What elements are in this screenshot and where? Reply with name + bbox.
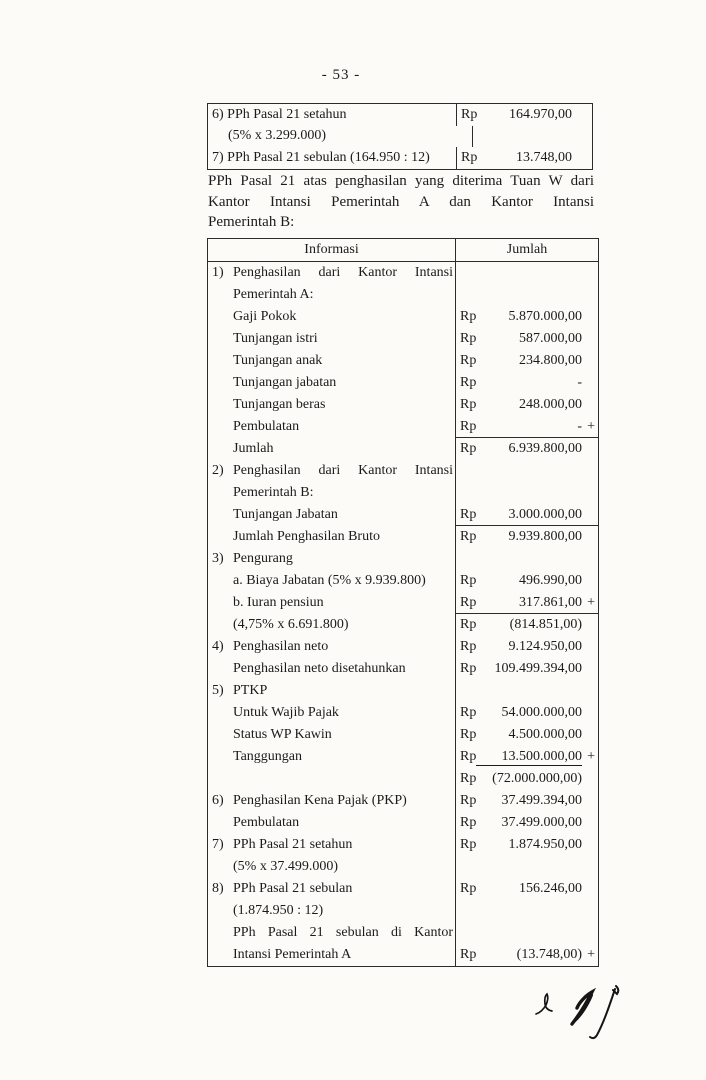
table-row: [208, 262, 598, 284]
table-row: [208, 460, 598, 482]
table-row: [208, 900, 598, 922]
row-amount-cell: [456, 614, 598, 636]
row-label: Tunjangan Jabatan: [233, 507, 338, 522]
row-amount-cell: [456, 526, 598, 548]
row-amount-cell: [456, 460, 598, 482]
row-suffix: +: [587, 594, 595, 610]
row-amount-cell: [456, 372, 598, 394]
signature-initials-icon: [528, 976, 658, 1056]
currency-label: Rp: [460, 506, 477, 522]
row-number: 6): [212, 793, 224, 808]
row-label: Pengurang: [233, 551, 293, 566]
row-amount-cell: [456, 504, 598, 526]
row-label: (5% x 37.499.000): [233, 859, 338, 874]
row-number: 7): [212, 837, 224, 852]
currency-label: Rp: [460, 661, 477, 676]
row-number: 1): [212, 265, 224, 280]
row-info-cell: [208, 526, 456, 548]
column-header-jumlah: Jumlah: [506, 242, 548, 257]
row-label: PTKP: [233, 683, 268, 698]
row-info-cell: [208, 900, 456, 922]
row-amount-cell: [456, 592, 598, 614]
row-value: (72.000.000,00): [492, 771, 582, 786]
row-amount-cell: [456, 416, 598, 438]
row-amount-cell: [456, 790, 598, 812]
currency-label: Rp: [460, 375, 477, 390]
row-value: 6.939.800,00: [508, 441, 582, 456]
row-value: 37.499.394,00: [501, 793, 582, 808]
row-info-cell: [208, 746, 456, 768]
row-label: Tanggungan: [233, 749, 303, 764]
row-info-cell: [208, 680, 456, 702]
table-row: [208, 350, 598, 372]
currency-label: Rp: [460, 793, 477, 808]
row-label: Tunjangan jabatan: [233, 375, 337, 390]
row-number: 8): [212, 881, 224, 896]
currency-label: Rp: [460, 815, 477, 830]
row-label: a. Biaya Jabatan (5% x 9.939.800): [233, 573, 426, 588]
page-number: - 53 -: [321, 67, 361, 83]
row-amount-cell: [456, 922, 598, 944]
row-label: (1.874.950 : 12): [233, 903, 324, 918]
row-label: Penghasilan neto: [233, 639, 329, 654]
table-row: [208, 724, 598, 746]
row-value: 156.246,00: [519, 881, 582, 896]
row-value: 248.000,00: [519, 397, 582, 412]
row-amount-cell: [456, 746, 598, 768]
row-value: 9.939.800,00: [508, 529, 582, 544]
table-row: [208, 394, 598, 416]
currency-label: Rp: [460, 639, 477, 654]
row-info-cell: [208, 702, 456, 724]
row-info-cell: [208, 922, 456, 944]
row-value: 164.970,00: [509, 106, 572, 122]
table-row: [208, 658, 598, 680]
row-label: 7) PPh Pasal 21 sebulan (164.950 : 12): [208, 147, 457, 169]
table-row: [208, 548, 598, 570]
currency-label: Rp: [460, 331, 477, 346]
row-amount-cell: [456, 834, 598, 856]
currency-label: Rp: [460, 441, 477, 456]
row-info-cell: [208, 284, 456, 306]
table-row: [208, 372, 598, 394]
row-amount-cell: [456, 328, 598, 350]
row-label: Pembulatan: [233, 419, 300, 434]
paragraph-line: Kantor Intansi Pemerintah A dan Kantor Intansi: [208, 193, 594, 210]
row-amount-cell: [456, 394, 598, 416]
row-info-cell: [208, 394, 456, 416]
table-row: [208, 306, 598, 328]
row-info-cell: [208, 416, 456, 438]
row-number: 5): [212, 683, 224, 698]
table-row: [208, 438, 598, 460]
row-label: b. Iuran pensiun: [233, 595, 324, 610]
row-number: 2): [212, 463, 224, 478]
currency-label: Rp: [460, 353, 477, 368]
table-row: [208, 680, 598, 702]
row-amount-cell: [456, 636, 598, 658]
table-row: [208, 790, 598, 812]
row-label: Penghasilan Kena Pajak (PKP): [233, 793, 407, 808]
row-number: 3): [212, 551, 224, 566]
row-label: Penghasilan dari Kantor Intansi: [233, 265, 453, 280]
table-row: [208, 482, 598, 504]
row-amount-cell: [456, 900, 598, 922]
row-amount-cell: [456, 768, 598, 790]
row-amount-cell: [456, 812, 598, 834]
row-info-cell: [208, 548, 456, 570]
table-row: [208, 856, 598, 878]
table-row: [208, 944, 598, 966]
table-row: [208, 104, 592, 126]
table-row: [208, 592, 598, 614]
table-row: [208, 284, 598, 306]
top-summary-table: [207, 103, 593, 170]
row-value: 37.499.000,00: [501, 815, 582, 830]
row-info-cell: [208, 460, 456, 482]
row-amount-cell: [456, 350, 598, 372]
row-info-cell: [208, 790, 456, 812]
currency-label: Rp: [460, 397, 477, 412]
row-amount: [473, 126, 592, 148]
row-amount-cell: [456, 878, 598, 900]
currency-label: Rp: [460, 881, 477, 896]
table-header-row: [208, 239, 598, 262]
row-info-cell: [208, 482, 456, 504]
row-label: Jumlah: [233, 441, 274, 456]
currency-label: Rp: [460, 529, 477, 544]
row-value: 9.124.950,00: [508, 639, 582, 654]
row-value: 54.000.000,00: [501, 705, 582, 720]
currency-label: Rp: [460, 771, 477, 786]
currency-label: Rp: [460, 727, 477, 742]
currency-label: Rp: [460, 418, 477, 434]
row-label: Pemerintah A:: [233, 287, 314, 302]
calculation-table: [207, 238, 599, 967]
table-row: [208, 702, 598, 724]
currency-label: Rp: [460, 617, 477, 632]
row-label: Gaji Pokok: [233, 309, 297, 324]
row-info-cell: [208, 438, 456, 460]
row-label: Tunjangan istri: [233, 331, 318, 346]
row-info-cell: [208, 658, 456, 680]
row-amount-cell: [456, 680, 598, 702]
row-label: PPh Pasal 21 setahun: [233, 837, 353, 852]
row-amount-cell: [456, 482, 598, 504]
table-row: [208, 614, 598, 636]
column-header-informasi: Informasi: [208, 239, 456, 261]
row-suffix: +: [587, 749, 595, 764]
table-row: [208, 570, 598, 592]
row-info-cell: [208, 306, 456, 328]
row-info-cell: [208, 262, 456, 284]
paragraph-line: PPh Pasal 21 atas penghasilan yang diterima Tuan W dari: [208, 173, 594, 189]
row-value: 3.000.000,00: [508, 506, 582, 522]
row-info-cell: [208, 834, 456, 856]
row-number: 4): [212, 639, 224, 654]
row-value: 4.500.000,00: [508, 727, 582, 742]
row-info-cell: [208, 944, 456, 966]
row-info-cell: [208, 592, 456, 614]
row-value: 1.874.950,00: [508, 837, 582, 852]
row-label: Tunjangan beras: [233, 397, 326, 412]
table-row: [208, 878, 598, 900]
row-value: 587.000,00: [519, 331, 582, 346]
row-info-cell: [208, 614, 456, 636]
table-row: [208, 922, 598, 944]
row-amount-cell: [456, 548, 598, 570]
row-label: Tunjangan anak: [233, 353, 323, 368]
currency-label: Rp: [460, 705, 477, 720]
row-info-cell: [208, 350, 456, 372]
row-label: Untuk Wajib Pajak: [233, 705, 339, 720]
table-row: [208, 834, 598, 856]
currency-label: Rp: [460, 947, 477, 962]
currency-label: Rp: [461, 106, 478, 122]
row-amount-cell: [456, 306, 598, 328]
row-label: Penghasilan neto disetahunkan: [233, 661, 406, 676]
row-value: 496.990,00: [519, 573, 582, 588]
row-value: (13.748,00): [516, 947, 582, 962]
row-label: Status WP Kawin: [233, 727, 332, 742]
row-info-cell: [208, 636, 456, 658]
table-row: [208, 526, 598, 548]
currency-label: Rp: [460, 749, 477, 764]
row-amount-cell: [456, 570, 598, 592]
row-info-cell: [208, 724, 456, 746]
calculation-table-body: [208, 262, 598, 966]
row-label: 6) PPh Pasal 21 setahun: [208, 104, 457, 126]
table-row: [208, 746, 598, 768]
row-label: Jumlah Penghasilan Bruto: [233, 529, 380, 544]
row-amount-cell: [456, 658, 598, 680]
row-info-cell: [208, 504, 456, 526]
row-value: (814.851,00): [509, 617, 582, 632]
row-info-cell: [208, 768, 456, 790]
row-amount-cell: [456, 262, 598, 284]
table-row: [208, 147, 592, 169]
row-label: (4,75% x 6.691.800): [233, 617, 349, 632]
table-row: [208, 126, 592, 148]
row-label: Pembulatan: [233, 815, 300, 830]
row-info-cell: [208, 570, 456, 592]
row-info-cell: [208, 812, 456, 834]
row-value: 317.861,00: [519, 594, 582, 610]
row-value: 13.748,00: [516, 149, 572, 165]
row-label: PPh Pasal 21 sebulan: [233, 881, 353, 896]
row-label: Intansi Pemerintah A: [233, 947, 352, 962]
row-suffix: +: [587, 947, 595, 962]
table-row: [208, 812, 598, 834]
row-amount-cell: [456, 284, 598, 306]
row-info-cell: [208, 856, 456, 878]
row-info-cell: [208, 328, 456, 350]
row-amount: [457, 147, 592, 169]
table-row: [208, 636, 598, 658]
row-label: Pemerintah B:: [233, 485, 314, 500]
row-info-cell: [208, 372, 456, 394]
row-label: (5% x 3.299.000): [208, 126, 473, 148]
row-value: -: [577, 375, 582, 390]
table-row: [208, 504, 598, 526]
table-row: [208, 416, 598, 438]
row-value: 234.800,00: [519, 353, 582, 368]
table-row: [208, 328, 598, 350]
row-amount-cell: [456, 438, 598, 460]
row-suffix: +: [587, 418, 595, 434]
row-label: Penghasilan dari Kantor Intansi: [233, 463, 453, 478]
row-amount-cell: [456, 856, 598, 878]
paragraph-line: Pemerintah B:: [208, 214, 295, 231]
currency-label: Rp: [460, 594, 477, 610]
row-amount-cell: [456, 944, 598, 966]
currency-label: Rp: [460, 837, 477, 852]
row-value: -: [577, 418, 582, 434]
row-value: 109.499.394,00: [494, 661, 582, 676]
currency-label: Rp: [460, 573, 477, 588]
row-info-cell: [208, 878, 456, 900]
row-value: 5.870.000,00: [508, 309, 582, 324]
currency-label: Rp: [461, 149, 478, 165]
currency-label: Rp: [460, 309, 477, 324]
intro-paragraph: [208, 171, 594, 233]
row-label: PPh Pasal 21 sebulan di Kantor: [233, 925, 453, 940]
row-amount-cell: [456, 702, 598, 724]
row-amount-cell: [456, 724, 598, 746]
table-row: [208, 768, 598, 790]
row-value: 13.500.000,00: [476, 749, 582, 766]
row-amount: [457, 104, 592, 126]
